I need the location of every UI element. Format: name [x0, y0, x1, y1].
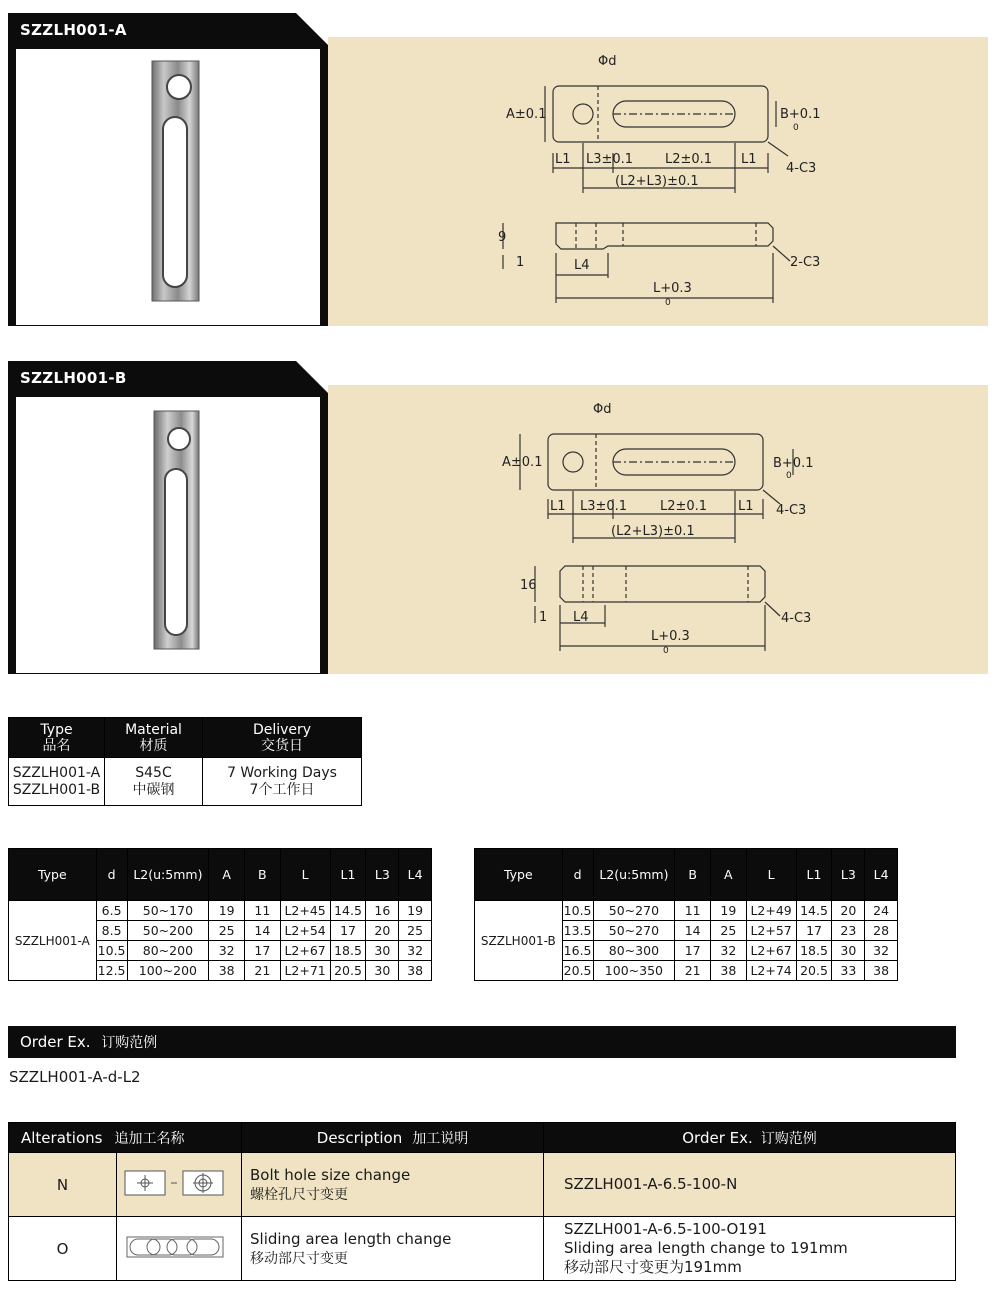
dim-d-label: Φd: [593, 402, 612, 417]
dim-l1a-label: L1: [550, 499, 566, 514]
dim-l1b-label: L1: [738, 499, 754, 514]
product-panel-b: [8, 361, 988, 674]
alteration-row-n: [9, 1153, 956, 1217]
order-title: Order Ex.: [20, 1033, 91, 1051]
table-cell: 20.5: [562, 961, 593, 981]
header-order-example: Order Ex. 订购范例: [544, 1123, 956, 1153]
table-cell: 38: [399, 961, 432, 981]
table-cell: L2+54: [280, 921, 330, 941]
table-cell: L2+67: [280, 941, 330, 961]
col-header: L4: [865, 849, 898, 901]
table-cell: 32: [710, 941, 746, 961]
dim-thickness: 16: [520, 578, 537, 593]
table-cell: L2+49: [746, 901, 796, 921]
dim-l-lower: 0: [665, 298, 671, 308]
bolt-hole-change-icon: [117, 1163, 241, 1203]
col-header: L1: [330, 849, 366, 901]
table-cell: 11: [675, 901, 711, 921]
col-header: L: [280, 849, 330, 901]
spec-table-b: [474, 848, 898, 981]
col-header: L4: [399, 849, 432, 901]
dim-l3-label: L3±0.1: [586, 152, 634, 167]
col-header: Type: [475, 849, 563, 901]
dim-step: 1: [539, 610, 548, 625]
table-cell: 80~200: [127, 941, 209, 961]
dim-l3-label: L3±0.1: [580, 499, 628, 514]
col-header: d: [96, 849, 127, 901]
dim-l1a-label: L1: [555, 152, 571, 167]
dim-a-label: A±0.1: [502, 455, 543, 470]
table-cell: 17: [244, 941, 280, 961]
product-title: SZZLH001-B: [20, 369, 127, 387]
dim-step: 1: [516, 255, 525, 270]
table-cell: 16: [366, 901, 399, 921]
alteration-row-o: [9, 1217, 956, 1281]
table-cell: 17: [330, 921, 366, 941]
order-example-bar: [8, 1026, 956, 1058]
col-header: L2(u:5mm): [593, 849, 675, 901]
table-cell: 12.5: [96, 961, 127, 981]
table-cell: 32: [209, 941, 245, 961]
table-cell: 38: [865, 961, 898, 981]
alteration-illustration: [117, 1153, 242, 1217]
dim-b-label: B+0.1: [773, 456, 814, 471]
alteration-illustration: [117, 1217, 242, 1281]
table-cell: L2+74: [746, 961, 796, 981]
col-header: L1: [796, 849, 832, 901]
table-cell: L2+45: [280, 901, 330, 921]
table-cell: 18.5: [796, 941, 832, 961]
table-cell: 28: [865, 921, 898, 941]
table-cell: 14.5: [330, 901, 366, 921]
table-cell: 30: [832, 941, 865, 961]
info-table: [8, 717, 362, 806]
table-cell: 17: [675, 941, 711, 961]
header-type: Type 品名: [9, 718, 105, 758]
dim-sum-label: (L2+L3)±0.1: [615, 174, 699, 189]
dim-sum-label: (L2+L3)±0.1: [611, 524, 695, 539]
alteration-code: N: [9, 1153, 117, 1217]
dim-l4-label: L4: [574, 258, 590, 273]
alteration-code: O: [9, 1217, 117, 1281]
dim-l2-label: L2±0.1: [665, 152, 713, 167]
header-alterations: Alterations 追加工名称: [9, 1123, 242, 1153]
cell-types: SZZLH001-A SZZLH001-B: [9, 758, 105, 806]
table-cell: 19: [209, 901, 245, 921]
table-row: [475, 901, 898, 921]
table-cell: 13.5: [562, 921, 593, 941]
table-row: [9, 901, 432, 921]
table-cell: 20: [366, 921, 399, 941]
spec-table-a: [8, 848, 432, 981]
header-description: Description 加工说明: [242, 1123, 544, 1153]
table-cell: 38: [710, 961, 746, 981]
table-cell: 20.5: [796, 961, 832, 981]
table-cell: 25: [399, 921, 432, 941]
table-cell: 14.5: [796, 901, 832, 921]
table-cell: 38: [209, 961, 245, 981]
alteration-description: Bolt hole size change 螺栓孔尺寸变更: [242, 1153, 544, 1217]
table-cell: L2+57: [746, 921, 796, 941]
table-cell: 80~300: [593, 941, 675, 961]
cell-material: S45C 中碳钢: [105, 758, 203, 806]
table-cell: 25: [710, 921, 746, 941]
technical-drawing: [8, 361, 988, 674]
table-cell: 20: [832, 901, 865, 921]
alteration-example: SZZLH001-A-6.5-100-O191 Sliding area length change to 191mm 移动部尺寸变更为191mm: [544, 1217, 956, 1281]
order-code: SZZLH001-A-d-L2: [9, 1068, 141, 1086]
sliding-length-change-icon: [117, 1227, 241, 1267]
type-cell: SZZLH001-B: [475, 901, 563, 981]
col-header: Type: [9, 849, 97, 901]
table-cell: 19: [710, 901, 746, 921]
col-header: B: [244, 849, 280, 901]
table-cell: 32: [399, 941, 432, 961]
alterations-table: [8, 1122, 956, 1281]
col-header: L2(u:5mm): [127, 849, 209, 901]
dim-chamfer-top: 4-C3: [786, 161, 817, 176]
dim-l2-label: L2±0.1: [660, 499, 708, 514]
col-header: A: [710, 849, 746, 901]
col-header: L3: [832, 849, 865, 901]
table-cell: 33: [832, 961, 865, 981]
dim-a-label: A±0.1: [506, 107, 547, 122]
table-cell: 32: [865, 941, 898, 961]
table-cell: 24: [865, 901, 898, 921]
table-cell: 18.5: [330, 941, 366, 961]
table-cell: 17: [796, 921, 832, 941]
table-cell: 50~270: [593, 921, 675, 941]
table-cell: 10.5: [562, 901, 593, 921]
dim-d-label: Φd: [598, 54, 617, 69]
table-cell: 19: [399, 901, 432, 921]
table-cell: 21: [675, 961, 711, 981]
table-cell: 8.5: [96, 921, 127, 941]
table-cell: 100~350: [593, 961, 675, 981]
header-delivery: Delivery 交货日: [203, 718, 362, 758]
table-cell: L2+71: [280, 961, 330, 981]
dim-chamfer-top: 4-C3: [776, 503, 807, 518]
dim-thickness: 9: [498, 230, 507, 245]
col-header: d: [562, 849, 593, 901]
table-cell: 6.5: [96, 901, 127, 921]
dim-l-label: L+0.3: [653, 281, 692, 296]
dim-l1b-label: L1: [741, 152, 757, 167]
technical-drawing: [8, 13, 988, 326]
order-title-cn: 订购范例: [101, 1035, 158, 1051]
dim-b-lower: 0: [786, 471, 792, 481]
table-cell: L2+67: [746, 941, 796, 961]
col-header: A: [209, 849, 245, 901]
table-cell: 16.5: [562, 941, 593, 961]
col-header: B: [675, 849, 711, 901]
col-header: L3: [366, 849, 399, 901]
table-cell: 11: [244, 901, 280, 921]
dim-chamfer-side: 4-C3: [781, 611, 812, 626]
product-title: SZZLH001-A: [20, 21, 127, 39]
table-cell: 50~270: [593, 901, 675, 921]
alteration-example: SZZLH001-A-6.5-100-N: [544, 1153, 956, 1217]
table-cell: 23: [832, 921, 865, 941]
table-cell: 30: [366, 941, 399, 961]
type-cell: SZZLH001-A: [9, 901, 97, 981]
dim-chamfer-side: 2-C3: [790, 255, 821, 270]
table-cell: 100~200: [127, 961, 209, 981]
dim-l-lower: 0: [663, 646, 669, 656]
cell-delivery: 7 Working Days 7个工作日: [203, 758, 362, 806]
table-cell: 10.5: [96, 941, 127, 961]
table-cell: 14: [675, 921, 711, 941]
table-cell: 25: [209, 921, 245, 941]
dim-b-lower: 0: [793, 123, 799, 133]
table-cell: 50~170: [127, 901, 209, 921]
header-material: Material 材质: [105, 718, 203, 758]
table-cell: 30: [366, 961, 399, 981]
table-cell: 21: [244, 961, 280, 981]
dim-l-label: L+0.3: [651, 629, 690, 644]
table-cell: 50~200: [127, 921, 209, 941]
col-header: L: [746, 849, 796, 901]
product-panel-a: [8, 13, 988, 326]
table-cell: 20.5: [330, 961, 366, 981]
dim-l4-label: L4: [573, 610, 589, 625]
table-cell: 14: [244, 921, 280, 941]
dim-b-label: B+0.1: [780, 107, 821, 122]
alteration-description: Sliding area length change 移动部尺寸变更: [242, 1217, 544, 1281]
